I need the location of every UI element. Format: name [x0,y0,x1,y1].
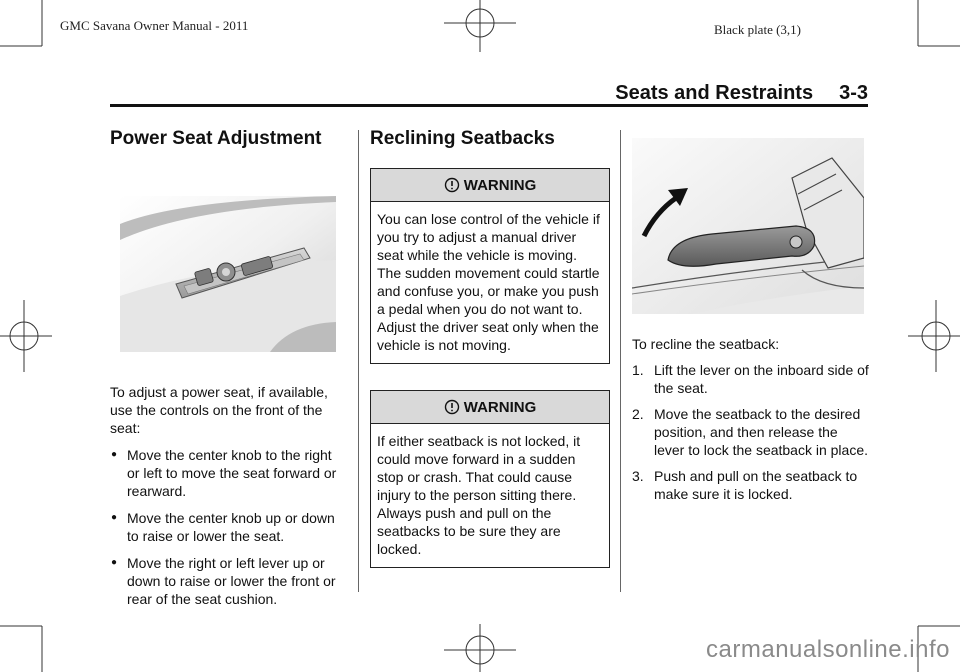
header-plate-label: Black plate (3,1) [714,22,801,37]
warning-icon [444,177,460,193]
step-text: Lift the lever on the inboard side of the seat. [654,362,869,396]
section-title-text: Seats and Restraints [615,82,814,104]
column-power-seat [110,128,342,608]
bullet-icon: ● [111,449,118,460]
column-recline-steps [632,138,870,503]
column-divider [358,130,359,592]
recline-lever-illustration [632,138,864,314]
recline-lead: To recline the seatback: [632,336,780,352]
bullet-item [110,554,342,608]
power-seat-controls-illustration [120,196,336,352]
warning-icon [444,399,460,415]
warning-label: WARNING [463,176,537,194]
warning-box [370,390,610,568]
step-text: Push and pull on the seatback to make sure it is locked. [654,468,858,502]
step-item [632,467,870,503]
step-item [632,405,870,459]
header-rule [110,104,868,107]
bullet-item [110,446,342,500]
warning-header [371,391,609,424]
bullet-icon: ● [111,557,118,568]
column-divider [620,130,621,592]
power-seat-intro: To adjust a power seat, if available, use the controls on the front of the seat: [110,384,328,436]
heading-power-seat: Power Seat Adjustment [110,128,322,149]
warning-text: If either seatback is not locked, it could move forward in a sudden stop or crash. That could cause injury to the person sitting there. Always push and pull on the seatbacks to be sure they are locked. [377,433,581,557]
step-number: 3. [632,468,644,484]
bullet-icon: ● [111,512,118,523]
column-reclining [370,128,610,568]
bullet-text: Move the right or left lever up or down to raise or lower the front or rear of the seat cushion. [127,555,336,607]
step-number: 1. [632,362,644,378]
step-item [632,361,870,397]
bullet-item [110,509,342,545]
bullet-text: Move the center knob up or down to raise or lower the seat. [127,510,335,544]
section-title [615,82,868,105]
bullet-text: Move the center knob to the right or left to move the seat forward or rearward. [127,447,337,499]
header-manual-title: GMC Savana Owner Manual - 2011 [60,18,249,33]
warning-box [370,168,610,364]
warning-label: WARNING [463,398,537,416]
heading-reclining: Reclining Seatbacks [370,128,555,149]
warning-text: You can lose control of the vehicle if you try to adjust a manual driver seat while the vehicle is moving. The sudden movement could startle and confuse you, or make you push a pedal when you do not want to. Adjust the driver seat only when the vehicle is not moving. [377,211,600,353]
watermark-link[interactable]: carmanualsonline.info [706,636,950,663]
step-number: 2. [632,406,644,422]
page-number: 3-3 [839,82,868,104]
step-text: Move the seatback to the desired position, and then release the lever to lock the seatback in place. [654,406,869,458]
warning-header [371,169,609,202]
